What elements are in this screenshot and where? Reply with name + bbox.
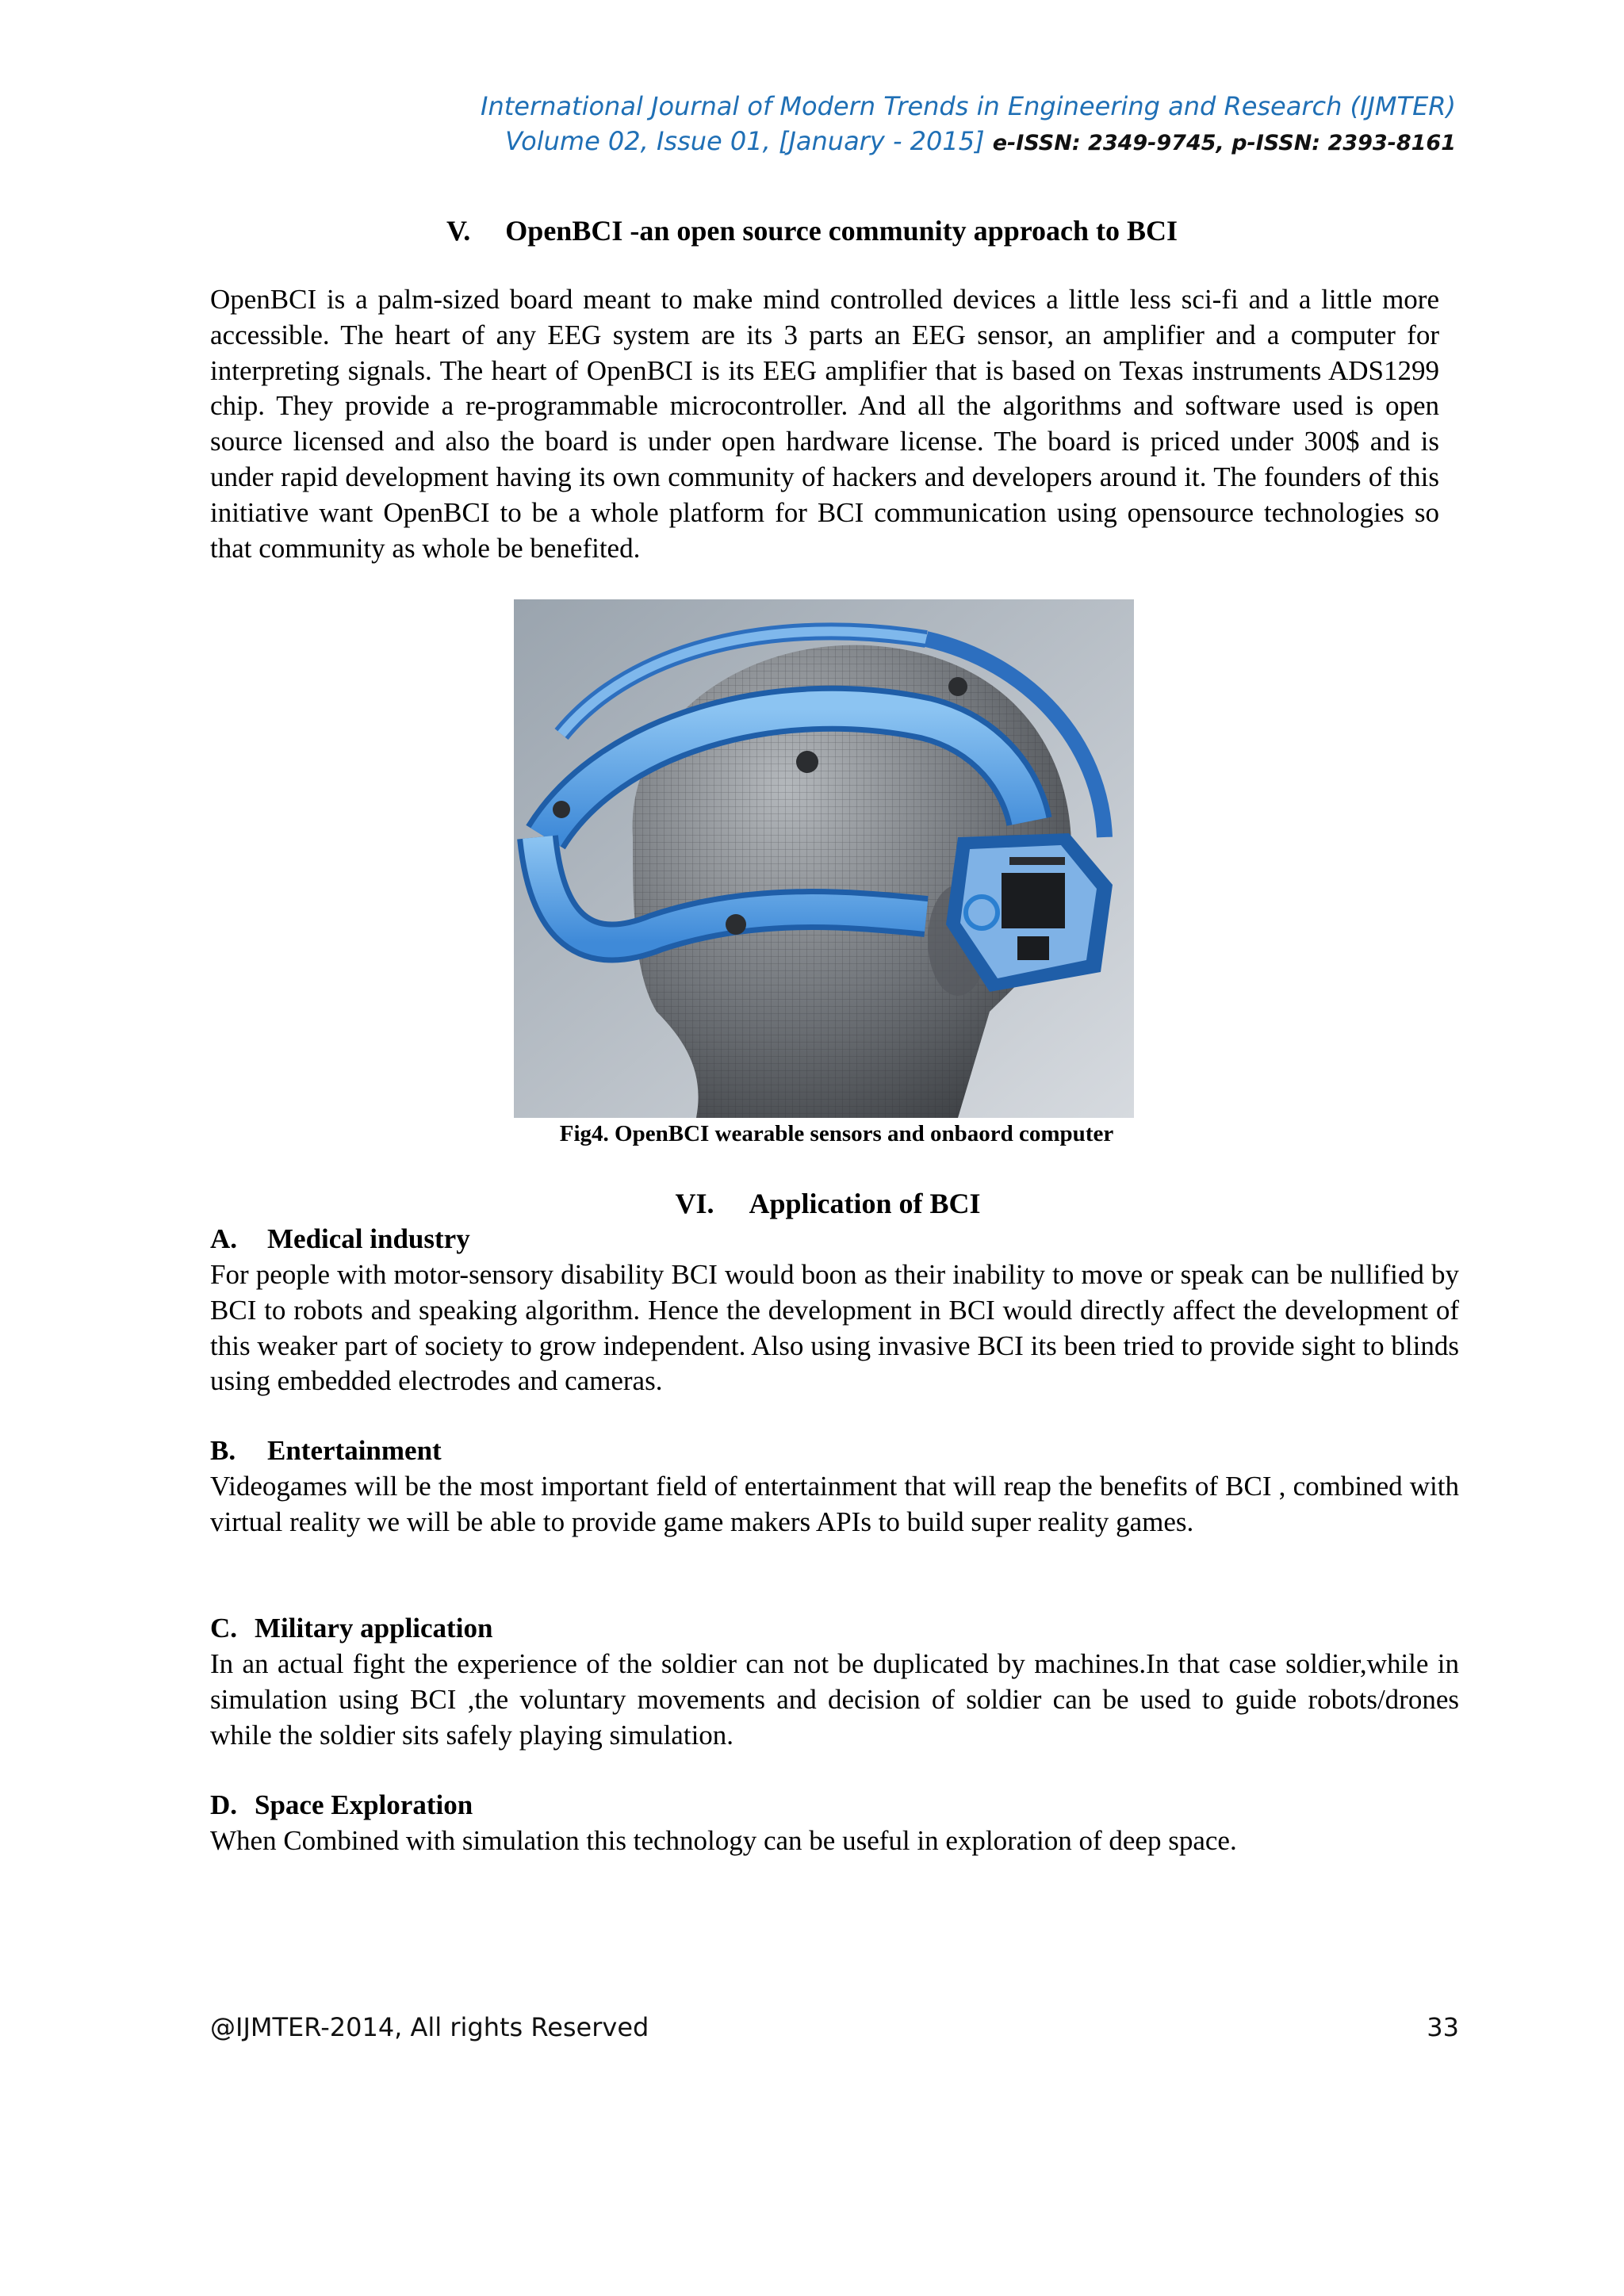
section-5-paragraph: OpenBCI is a palm-sized board meant to make mind controlled devices a little less sci-fi and a little more accessible. The heart of any EEG system are its 3 parts an EEG sensor, an amplifier and a computer for interpreting signals. The heart of OpenBCI is its EEG amplifier that is based on Texas instruments ADS1299 chip. They provide a re-programmable microcontroller. And all the algorithms and software used is open source licensed and also the board is under open hardware license. The board is priced under 300$ and is under rapid development having its own community of hackers and developers around it. The founders of this initiative want OpenBCI to be a whole platform for BCI communication using opensource technologies so that community as whole be benefited. — [210, 284, 1439, 564]
section-6-heading — [6, 1187, 1624, 1220]
subsection-d-title: Space Exploration — [255, 1789, 473, 1820]
subsection-d-paragraph: When Combined with simulation this technology can be useful in exploration of deep space. — [210, 1825, 1237, 1856]
subsection-c-heading — [210, 1613, 492, 1644]
subsection-a-paragraph: For people with motor-sensory disability BCI would boon as their inability to move or speak can be nullified by BCI to robots and speaking algorithm. Hence the development in BCI would directly affect the development of this weaker part of society to grow independent. Also using invasive BCI its been tried to provide sight to blinds using embedded electrodes and cameras. — [210, 1259, 1459, 1397]
section-5-number: V. — [446, 215, 471, 247]
subsection-c-paragraph: In an actual fight the experience of the soldier can not be duplicated by machines.In that case soldier,while in simulation using BCI ,the voluntary movements and decision of soldier can be used to guide robots/drones while the soldier sits safely playing simulation. — [210, 1648, 1459, 1751]
copyright-notice: @IJMTER-2014, All rights Reserved — [210, 2012, 649, 2042]
openbci-headset-figure — [514, 599, 1134, 1118]
section-6-title: Application of BCI — [749, 1188, 981, 1219]
section-6-number: VI. — [675, 1188, 714, 1219]
subsection-d-heading — [210, 1789, 473, 1821]
subsection-c-letter: C. — [210, 1613, 238, 1644]
journal-title: International Journal of Modern Trends in Engineering and Research (IJMTER) — [481, 91, 1456, 121]
journal-volume-line — [481, 124, 1456, 161]
page-number: 33 — [1427, 2012, 1459, 2042]
subsection-a-title: Medical industry — [267, 1223, 470, 1254]
page-footer — [210, 2012, 1459, 2042]
figure-caption: Fig4. OpenBCI wearable sensors and onbaord computer — [559, 1121, 1114, 1146]
subsection-a-heading — [210, 1223, 470, 1255]
journal-header — [481, 89, 1456, 161]
issn-numbers: e-ISSN: 2349-9745, p-ISSN: 2393-8161 — [992, 131, 1456, 155]
volume-issue: Volume 02, Issue 01, [January - 2015] — [505, 126, 985, 156]
subsection-a-letter: A. — [210, 1223, 238, 1254]
section-5-heading — [0, 214, 1624, 247]
subsection-d-letter: D. — [210, 1789, 238, 1820]
subsection-b-letter: B. — [210, 1435, 236, 1466]
subsection-b-paragraph: Videogames will be the most important field of entertainment that will reap the benefits of BCI , combined with virtual reality we will be able to provide game makers APIs to build super reality games. — [210, 1471, 1459, 1537]
headset-illustration — [514, 599, 1134, 1118]
section-5-title: OpenBCI -an open source community approach to BCI — [505, 215, 1178, 247]
subsection-c-title: Military application — [255, 1613, 493, 1644]
subsection-b-heading — [210, 1435, 442, 1467]
subsection-b-title: Entertainment — [267, 1435, 442, 1466]
